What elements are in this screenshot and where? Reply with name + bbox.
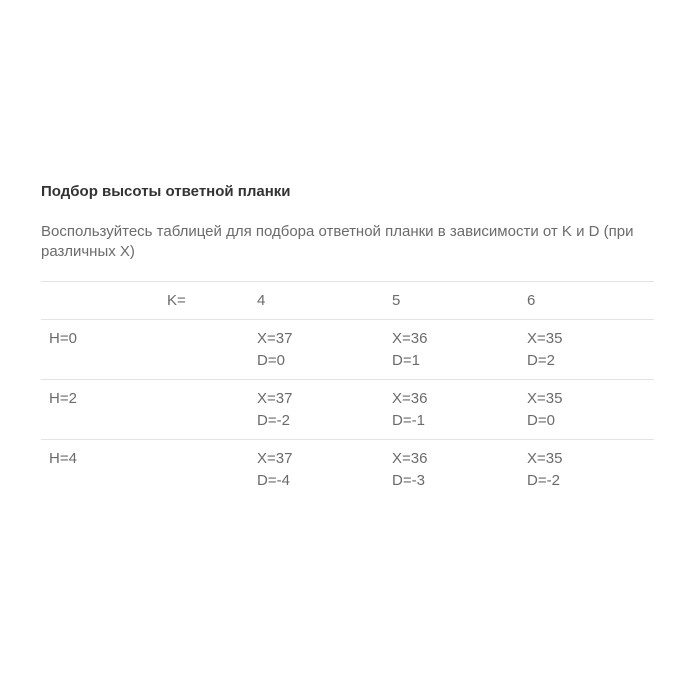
table-row-h0 bbox=[41, 320, 654, 380]
section-description: Воспользуйтесь таблицей для подбора ответной планки в зависимости от K и D (при различных X) bbox=[41, 223, 634, 260]
x-value: X=35 bbox=[527, 330, 563, 347]
row-label: H=0 bbox=[41, 320, 167, 380]
x-value: X=37 bbox=[257, 390, 293, 407]
strike-plate-section bbox=[41, 182, 654, 500]
d-value: D=-2 bbox=[257, 412, 290, 429]
table-cell bbox=[527, 320, 654, 380]
d-value: D=-2 bbox=[527, 472, 560, 489]
x-value: X=37 bbox=[257, 330, 293, 347]
table-cell bbox=[392, 320, 527, 380]
x-value: X=36 bbox=[392, 330, 428, 347]
x-value: X=36 bbox=[392, 390, 428, 407]
x-value: X=36 bbox=[392, 450, 428, 467]
table-header-row bbox=[41, 282, 654, 320]
column-header-k4: 4 bbox=[257, 282, 392, 320]
strike-plate-table bbox=[41, 281, 654, 500]
header-empty-cell bbox=[41, 282, 167, 320]
k-label: K= bbox=[167, 282, 257, 320]
x-value: X=37 bbox=[257, 450, 293, 467]
section-title: Подбор высоты ответной планки bbox=[41, 183, 291, 200]
d-value: D=1 bbox=[392, 352, 420, 369]
table-cell bbox=[527, 440, 654, 500]
column-header-k5: 5 bbox=[392, 282, 527, 320]
d-value: D=-3 bbox=[392, 472, 425, 489]
column-header-k6: 6 bbox=[527, 282, 654, 320]
empty-cell bbox=[167, 320, 257, 380]
table-cell bbox=[257, 440, 392, 500]
d-value: D=-1 bbox=[392, 412, 425, 429]
table-row-h4 bbox=[41, 440, 654, 500]
empty-cell bbox=[167, 440, 257, 500]
table-row-h2 bbox=[41, 380, 654, 440]
table-cell bbox=[257, 320, 392, 380]
table-cell bbox=[392, 440, 527, 500]
d-value: D=-4 bbox=[257, 472, 290, 489]
d-value: D=0 bbox=[527, 412, 555, 429]
table-cell bbox=[527, 380, 654, 440]
row-label: H=4 bbox=[41, 440, 167, 500]
row-label: H=2 bbox=[41, 380, 167, 440]
x-value: X=35 bbox=[527, 450, 563, 467]
d-value: D=2 bbox=[527, 352, 555, 369]
empty-cell bbox=[167, 380, 257, 440]
x-value: X=35 bbox=[527, 390, 563, 407]
d-value: D=0 bbox=[257, 352, 285, 369]
table-cell bbox=[392, 380, 527, 440]
table-cell bbox=[257, 380, 392, 440]
